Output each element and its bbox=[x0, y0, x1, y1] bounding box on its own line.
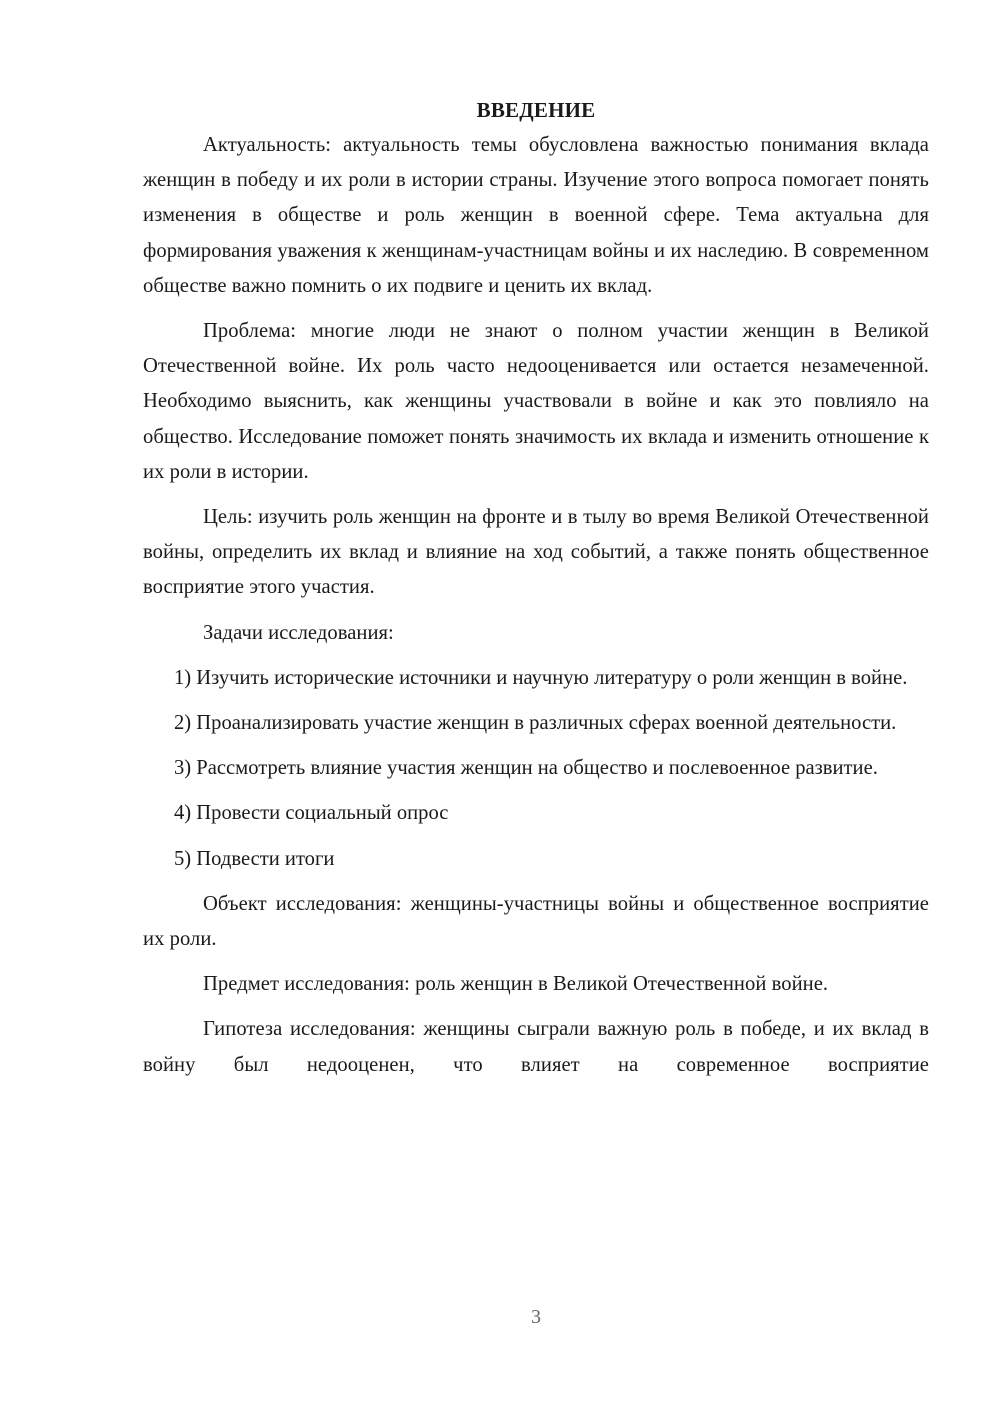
task-item-1: 1) Изучить исторические источники и научную литературу о роли женщин в войне. bbox=[174, 666, 908, 689]
task-item-3: 3) Рассмотреть влияние участия женщин на общество и послевоенное развитие. bbox=[174, 757, 878, 780]
tasks-heading: Задачи исследования: bbox=[203, 621, 394, 644]
task-item-2: 2) Проанализировать участие женщин в различных сферах военной деятельности. bbox=[174, 712, 897, 735]
task-item-5: 5) Подвести итоги bbox=[174, 847, 335, 870]
paragraph-goal: Цель: изучить роль женщин на фронте и в тылу во время Великой Отечественной войны, определить их вклад и влияние на ход событий, а также понять общественное восприятие этого участия. bbox=[143, 506, 929, 599]
paragraph-hypothesis: Гипотеза исследования: женщины сыграли важную роль в победе, и их вклад в войну был недооценен, что влияет на современное восприятие bbox=[143, 1018, 929, 1076]
task-item-4: 4) Провести социальный опрос bbox=[174, 802, 449, 825]
paragraph-object: Объект исследования: женщины-участницы войны и общественное восприятие их роли. bbox=[143, 892, 929, 951]
paragraph-problem: Проблема: многие люди не знают о полном участии женщин в Великой Отечественной войне. Их роль часто недооценивается или остается незамеченной. Необходимо выяснить, как женщины участвовали в войне и как это повлияло на общество. Исследование поможет понять значимость их вклада и изменить отношение к их роли в истории. bbox=[143, 320, 929, 483]
paragraph-subject: Предмет исследования: роль женщин в Великой Отечественной войне. bbox=[203, 973, 829, 996]
tasks-list bbox=[143, 661, 929, 877]
page-number: 3 bbox=[531, 1306, 541, 1328]
section-title: ВВЕДЕНИЕ bbox=[476, 98, 596, 122]
document-page bbox=[143, 94, 929, 1083]
paragraph-relevance: Актуальность: актуальность темы обусловлена важностью понимания вклада женщин в победу и их роли в истории страны. Изучение этого вопроса помогает понять изменения в обществе и роль женщин в военной сфере. Тема актуальна для формирования уважения к женщинам-участницам войны и их наследию. В современном обществе важно помнить о их подвиге и ценить их вклад. bbox=[143, 134, 929, 297]
